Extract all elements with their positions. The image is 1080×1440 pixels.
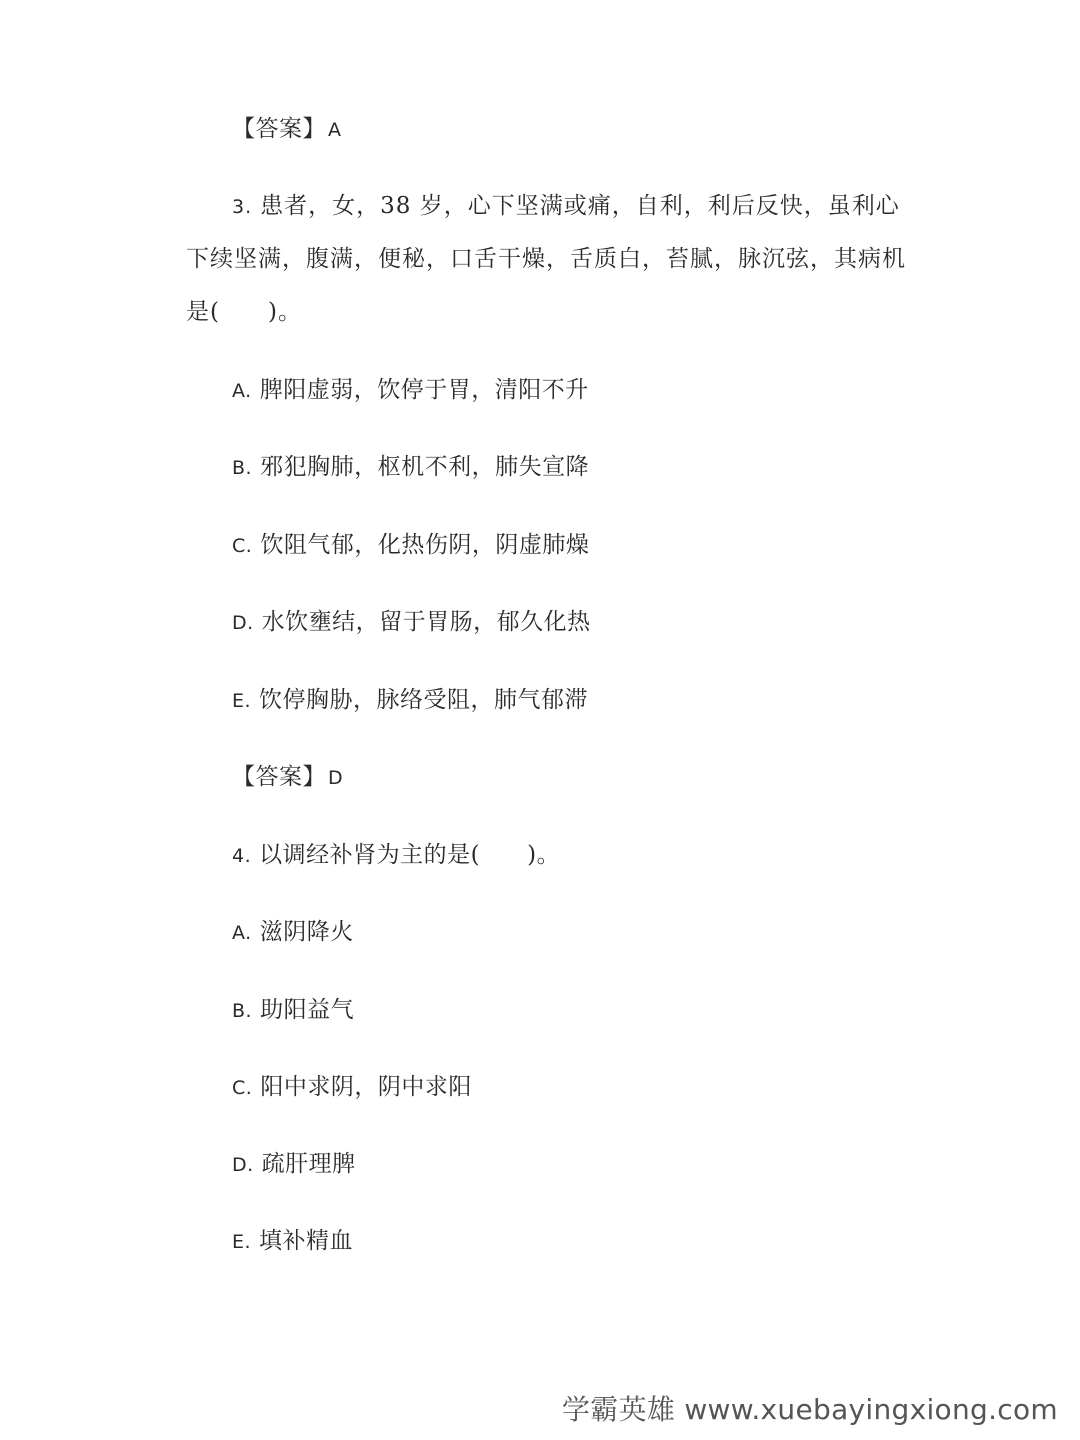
option-e [232,685,588,716]
option-letter: D. [232,612,254,634]
question-number: 3. [232,196,253,218]
option-letter: C. [232,1077,253,1099]
option-text: 阳中求阴，阴中求阳 [260,1074,472,1100]
option-text: 助阳益气 [260,997,355,1023]
option-text: 饮停胸胁，脉络受阻，肺气郁滞 [259,687,589,713]
question-text: 以调经补肾为主的是( )。 [259,842,561,868]
question-text-line: 患者，女，38 岁，心下坚满或痛，自利，利后反快，虽利心 [260,193,900,219]
option-letter: C. [232,535,253,557]
option-letter: B. [232,457,253,479]
answer-key: D [328,767,344,789]
option-d [232,607,591,638]
option-letter: D. [232,1154,254,1176]
option-a [232,917,354,948]
question-number: 4. [232,845,252,867]
option-letter: A. [232,922,252,944]
option-text: 水饮壅结，留于胃肠，郁久化热 [261,609,591,635]
option-d [232,1149,356,1180]
option-c [232,1072,472,1103]
question-text-line: 是( )。 [186,299,302,325]
option-letter: E. [232,690,252,712]
question-stem [232,840,560,871]
answer-key: A [328,119,342,141]
option-b [232,995,354,1026]
option-a [232,375,589,406]
option-b [232,452,589,483]
option-text: 疏肝理脾 [261,1151,356,1177]
option-letter: A. [232,380,252,402]
answer-line [232,762,343,793]
site-watermark: 学霸英雄 www.xuebayingxiong.com [561,1393,1058,1426]
option-text: 饮阻气郁，化热伤阴，阴虚肺燥 [260,532,590,558]
option-c [232,530,589,561]
option-text: 填补精血 [259,1228,354,1254]
answer-label: 【答案】 [232,116,326,142]
option-letter: B. [232,1000,253,1022]
question-stem [232,191,900,222]
option-text: 邪犯胸肺，枢机不利，肺失宣降 [260,454,590,480]
option-text: 脾阳虚弱，饮停于胃，清阳不升 [259,377,589,403]
option-letter: E. [232,1231,252,1253]
answer-line [232,114,342,145]
question-text-line: 下续坚满，腹满，便秘，口舌干燥，舌质白，苔腻，脉沉弦，其病机 [186,246,906,272]
answer-label: 【答案】 [232,764,326,790]
option-e [232,1226,353,1257]
option-text: 滋阴降火 [259,919,354,945]
